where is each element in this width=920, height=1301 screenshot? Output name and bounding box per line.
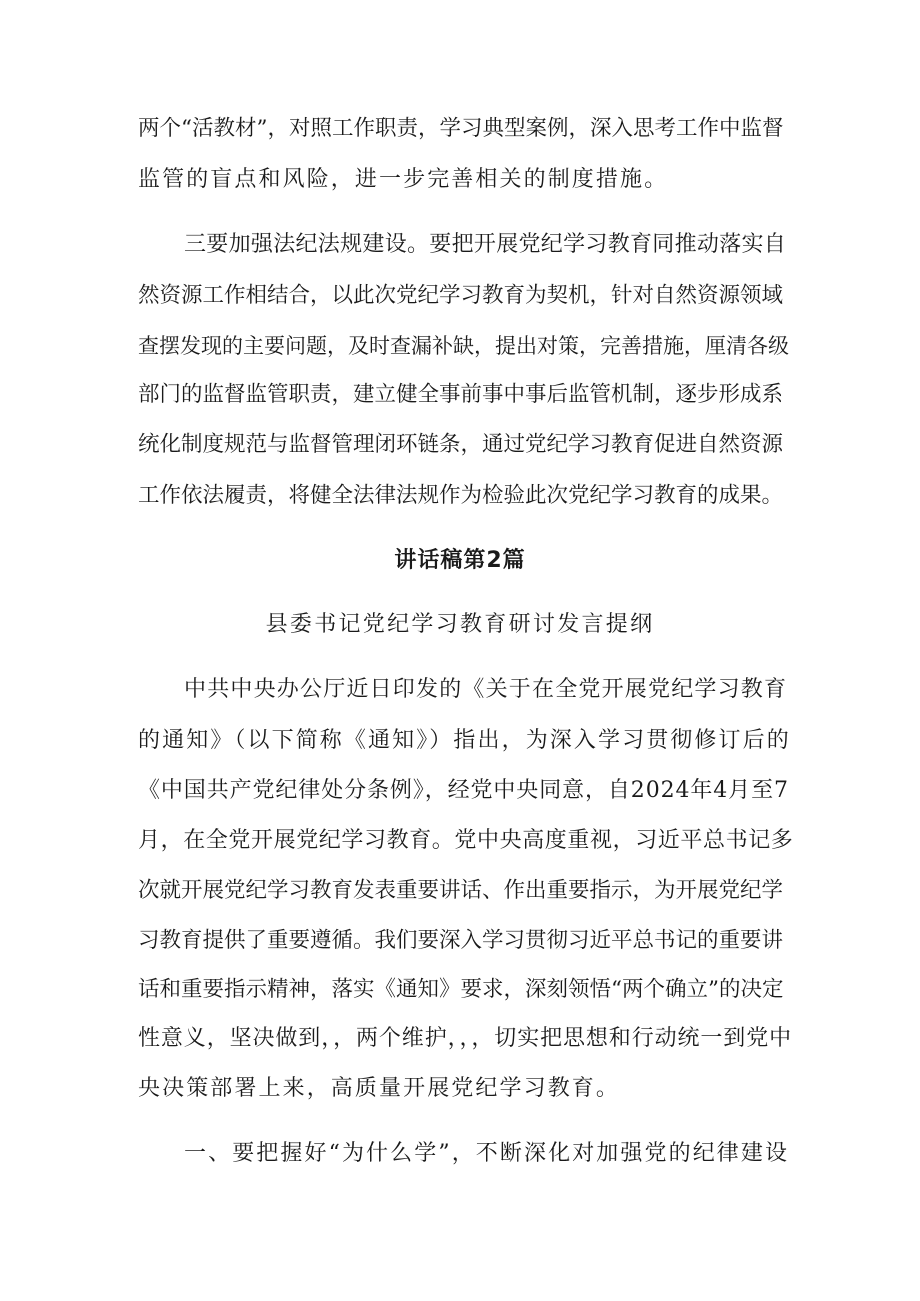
paragraph-4-line-1: 一、要把握好“为什么学”，不断深化对加强党的纪律建设 xyxy=(184,1141,790,1166)
paragraph-3-line-1: 中共中央办公厅近日印发的《关于在全党开展党纪学习教育 xyxy=(184,677,788,702)
paragraph-1-line-1: 两个“活教材”，对照工作职责，学习典型案例，深入思考工作中监督 xyxy=(138,116,784,141)
section-heading: 讲话稿第2篇 xyxy=(394,548,526,573)
paragraph-2-line-6: 工作依法履责，将健全法律法规作为检验此次党纪学习教育的成果。 xyxy=(138,483,784,508)
paragraph-2-line-4: 部门的监督监管职责，建立健全事前事中事后监管机制，逐步形成系 xyxy=(138,382,784,407)
document-title: 县委书记党纪学习教育研讨发言提纲 xyxy=(265,612,655,637)
paragraph-3-line-2: 的通知》（以下简称《通知》）指出，为深入学习贯彻修订后的 xyxy=(138,728,791,753)
paragraph-2-line-5: 统化制度规范与监督管理闭环链条，通过党纪学习教育促进自然资源 xyxy=(138,432,784,457)
paragraph-2-line-3: 查摆发现的主要问题，及时查漏补缺，提出对策，完善措施，厘清各级 xyxy=(138,334,789,358)
paragraph-2-line-2: 然资源工作相结合，以此次党纪学习教育为契机，针对自然资源领域 xyxy=(138,283,784,308)
paragraph-2-line-1: 三要加强法纪法规建设。要把开展党纪学习教育同推动落实自 xyxy=(184,232,787,257)
paragraph-3-line-6: 习教育提供了重要遵循。我们要深入学习贯彻习近平总书记的重要讲 xyxy=(138,928,784,953)
paragraph-1-line-2: 监管的盲点和风险，进一步完善相关的制度措施。 xyxy=(138,167,669,192)
paragraph-3-line-5: 次就开展党纪学习教育发表重要讲话、作出重要指示，为开展党纪学 xyxy=(138,878,784,903)
paragraph-3-line-4: 月，在全党开展党纪学习教育。党中央高度重视，习近平总书记多 xyxy=(138,828,794,853)
paragraph-3-line-7: 话和重要指示精神，落实《通知》要求，深刻领悟“两个确立”的决定 xyxy=(138,977,784,1002)
paragraph-3-line-8: 性意义，坚决做到，，两个维护，，，切实把思想和行动统一到党中 xyxy=(138,1026,793,1051)
paragraph-3-line-3: 《中国共产党纪律处分条例》，经党中央同意，自2024年4月至7 xyxy=(138,778,789,803)
paragraph-3-line-9: 央决策部署上来，高质量开展党纪学习教育。 xyxy=(138,1076,621,1101)
